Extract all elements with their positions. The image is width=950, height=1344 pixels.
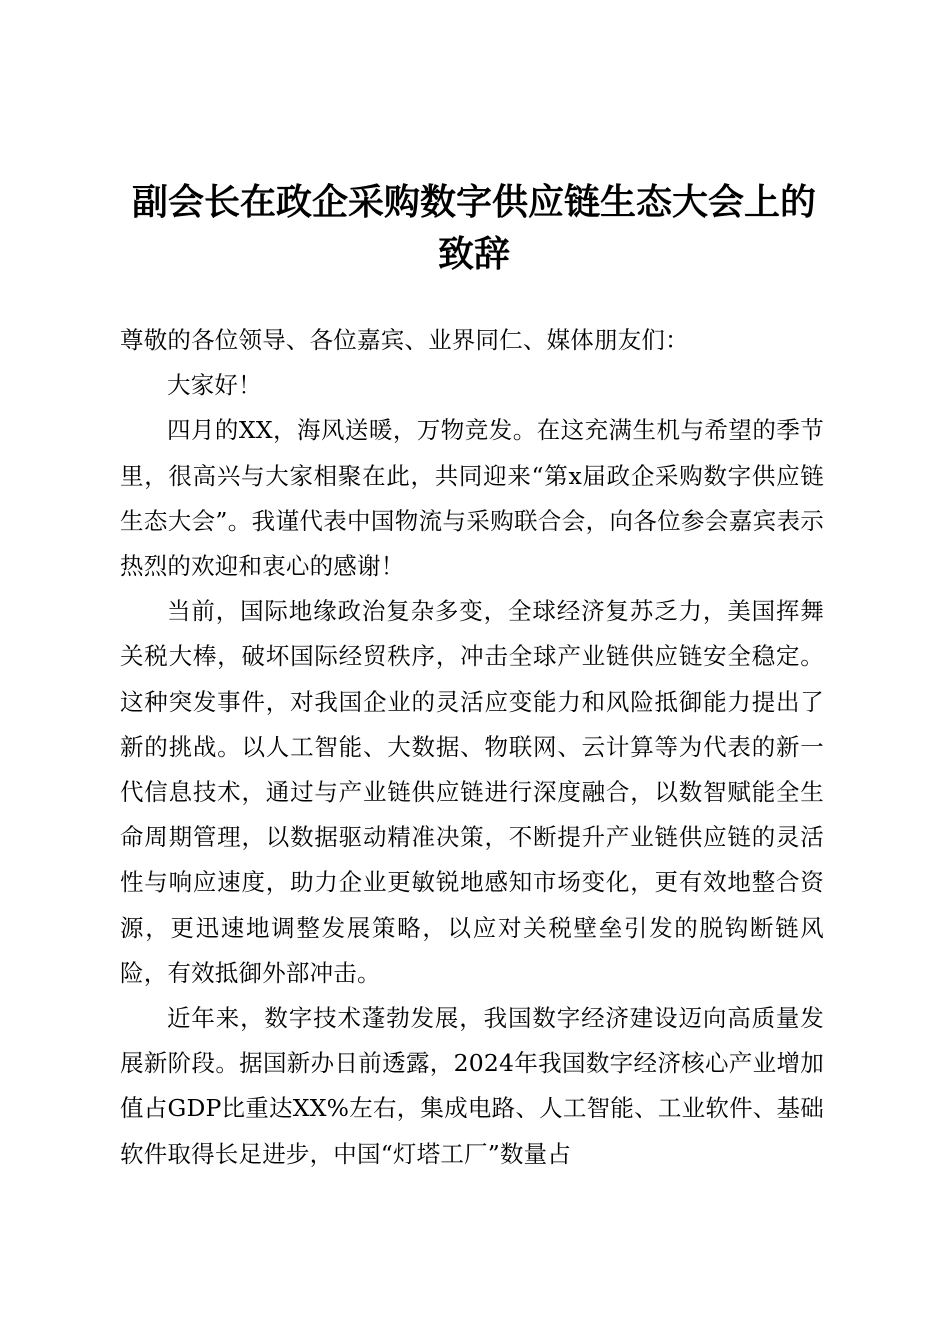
paragraph-greeting: 大家好！ (167, 371, 262, 400)
paragraph-digital-economy: 近年来，数字技术蓬勃发展，我国数字经济建设迈向高质量发展新阶段。据国新办日前透露，2024年我国数字经济核心产业增加值占GDP比重达XX%左右，集成电路、人工智能、工业软件、基础软件取得长足进步，中国“灯塔工厂”数量占 (120, 1004, 824, 1168)
paragraph-context: 当前，国际地缘政治复杂多变，全球经济复苏乏力，美国挥舞关税大棒，破坏国际经贸秩序，冲击全球产业链供应链安全稳定。这种突发事件，对我国企业的灵活应变能力和风险抵御能力提出了新的挑战。以人工智能、大数据、物联网、云计算等为代表的新一代信息技术，通过与产业链供应链进行深度融合，以数智赋能全生命周期管理，以数据驱动精准决策，不断提升产业链供应链的灵活性与响应速度，助力企业更敏锐地感知市场变化，更有效地整合资源，更迅速地调整发展策略，以应对关税壁垒引发的脱钩断链风险，有效抵御外部冲击。 (120, 597, 824, 987)
salutation: 尊敬的各位领导、各位嘉宾、业界同仁、媒体朋友们： (120, 326, 689, 354)
document-body (120, 318, 824, 1177)
document-title: 副会长在政企采购数字供应链生态大会上的致辞 (131, 181, 816, 275)
paragraph-welcome: 四月的XX，海风送暖，万物竞发。在这充满生机与希望的季节里，很高兴与大家相聚在此，共同迎来“第x届政企采购数字供应链生态大会”。我谨代表中国物流与采购联合会，向各位参会嘉宾表示热烈的欢迎和衷心的感谢！ (120, 416, 824, 581)
